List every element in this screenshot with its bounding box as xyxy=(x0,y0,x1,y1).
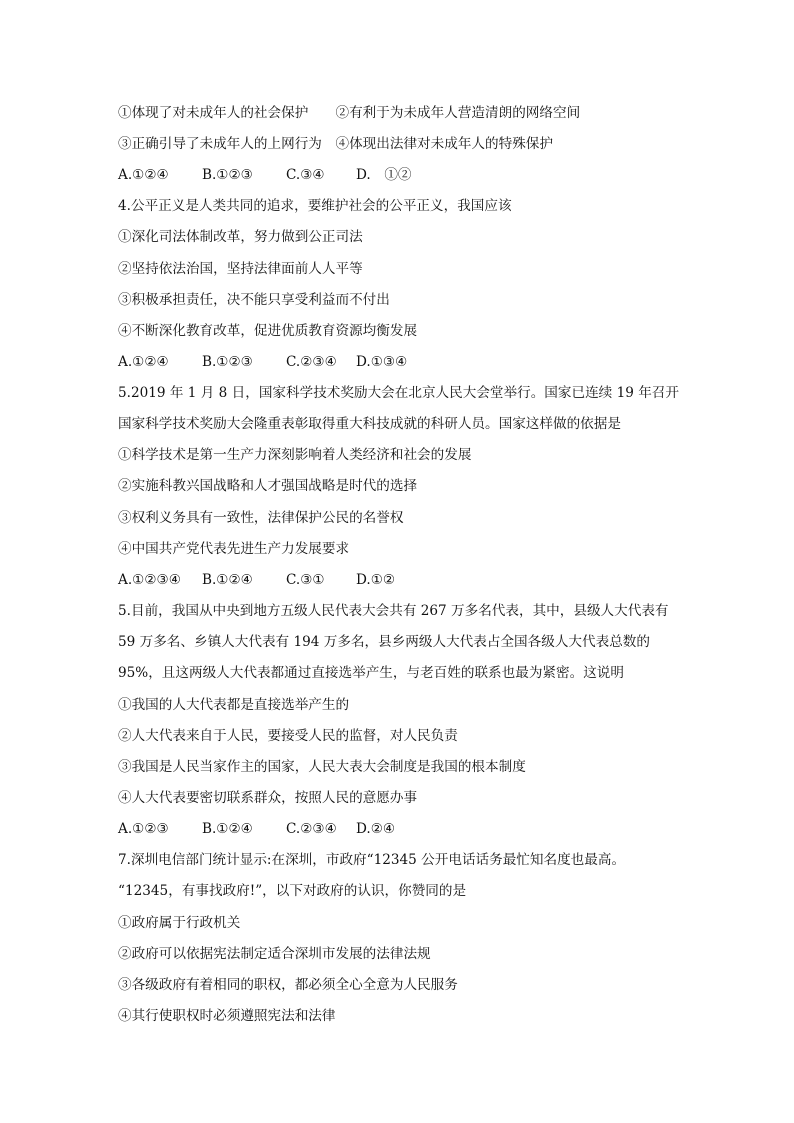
choice-a: A.①②③④ xyxy=(118,572,181,588)
q5-stem-line-1: 5.2019 年 1 月 8 日，国家科学技术奖励大会在北京人民大会堂举行。国家已连续 19 年召开 xyxy=(118,385,679,401)
q7-statement-3: ③各级政府有着相同的职权，都必须全心全意为人民服务 xyxy=(118,977,458,993)
q5-stem-line-2: 国家科学技术奖励大会隆重表彰取得重大科技成就的科研人员。国家这样做的依据是 xyxy=(118,416,621,432)
choice-a: A.①②④ xyxy=(118,167,169,183)
q7-stem-line-1: 7.深圳电信部门统计显示:在深圳，市政府“12345 公开电话话务最忙知名度也最高。 xyxy=(118,852,626,868)
choice-c: C.③① xyxy=(286,572,325,588)
q6-statement-3: ③我国是人民当家作主的国家，人民大表大会制度是我国的根本制度 xyxy=(118,759,526,775)
q7-statement-4: ④其行使职权时必须遵照宪法和法律 xyxy=(118,1008,336,1024)
q7-stem-line-2: “12345，有事找政府!”，以下对政府的认识，你赞同的是 xyxy=(118,883,467,899)
q4-answer-choices xyxy=(118,353,407,371)
q6-stem-line-1: 5.目前，我国从中央到地方五级人民代表大会共有 267 万多名代表，其中，县级人大代表有 xyxy=(118,603,669,619)
q4-statement-2: ②坚持依法治国，坚持法律面前人人平等 xyxy=(118,261,363,277)
q5-statement-4: ④中国共产党代表先进生产力发展要求 xyxy=(118,541,350,557)
q5-statement-1: ①科学技术是第一生产力深刻影响着人类经济和社会的发展 xyxy=(118,447,472,463)
choice-a: A.①②③ xyxy=(118,821,169,837)
choice-c: C.②③④ xyxy=(286,354,337,370)
q4-statement-4: ④不断深化教育改革，促进优质教育资源均衡发展 xyxy=(118,323,418,339)
q6-statement-2: ②人大代表来自于人民，要接受人民的监督，对人民负责 xyxy=(118,728,458,744)
q7-statement-2: ②政府可以依据宪法制定适合深圳市发展的法律法规 xyxy=(118,946,431,962)
choice-c: C.③④ xyxy=(286,167,325,183)
q3-answer-choices xyxy=(118,166,412,184)
q7-statement-1: ①政府属于行政机关 xyxy=(118,915,241,931)
q6-answer-choices xyxy=(118,820,395,838)
q4-stem: 4.公平正义是人类共同的追求，要维护社会的公平正义，我国应该 xyxy=(118,198,512,214)
choice-b: B.①②③ xyxy=(202,167,253,183)
q6-statement-1: ①我国的人大代表都是直接选举产生的 xyxy=(118,697,350,713)
q5-statement-2: ②实施科教兴国战略和人才强国战略是时代的选择 xyxy=(118,478,418,494)
q4-statement-3: ③积极承担责任，决不能只享受利益而不付出 xyxy=(118,292,390,308)
choice-b: B.①②④ xyxy=(202,572,253,588)
choice-b: B.①②③ xyxy=(202,354,253,370)
choice-d: D.①③④ xyxy=(356,354,408,370)
q3-options-line-1: ①体现了对未成年人的社会保护 ②有利于为未成年人营造清朗的网络空间 xyxy=(118,105,581,121)
choice-a: A.①②④ xyxy=(118,354,169,370)
q5-answer-choices xyxy=(118,571,395,589)
choice-d: D.②④ xyxy=(356,821,396,837)
q6-stem-line-2: 59 万多名、乡镇人大代表有 194 万多名，县乡两级人大代表占全国各级人大代表总数的 xyxy=(118,634,650,650)
q4-statement-1: ①深化司法体制改革，努力做到公正司法 xyxy=(118,229,363,245)
choice-d: D. ①② xyxy=(356,167,412,183)
q5-statement-3: ③权利义务具有一致性，法律保护公民的名誉权 xyxy=(118,510,404,526)
q3-options-line-2: ③正确引导了未成年人的上网行为 ④体现出法律对未成年人的特殊保护 xyxy=(118,136,553,152)
q6-statement-4: ④人大代表要密切联系群众，按照人民的意愿办事 xyxy=(118,790,418,806)
choice-c: C.②③④ xyxy=(286,821,337,837)
choice-b: B.①②④ xyxy=(202,821,253,837)
choice-d: D.①② xyxy=(356,572,396,588)
q6-stem-line-3: 95%，且这两级人大代表都通过直接选举产生，与老百姓的联系也最为紧密。这说明 xyxy=(118,665,624,681)
